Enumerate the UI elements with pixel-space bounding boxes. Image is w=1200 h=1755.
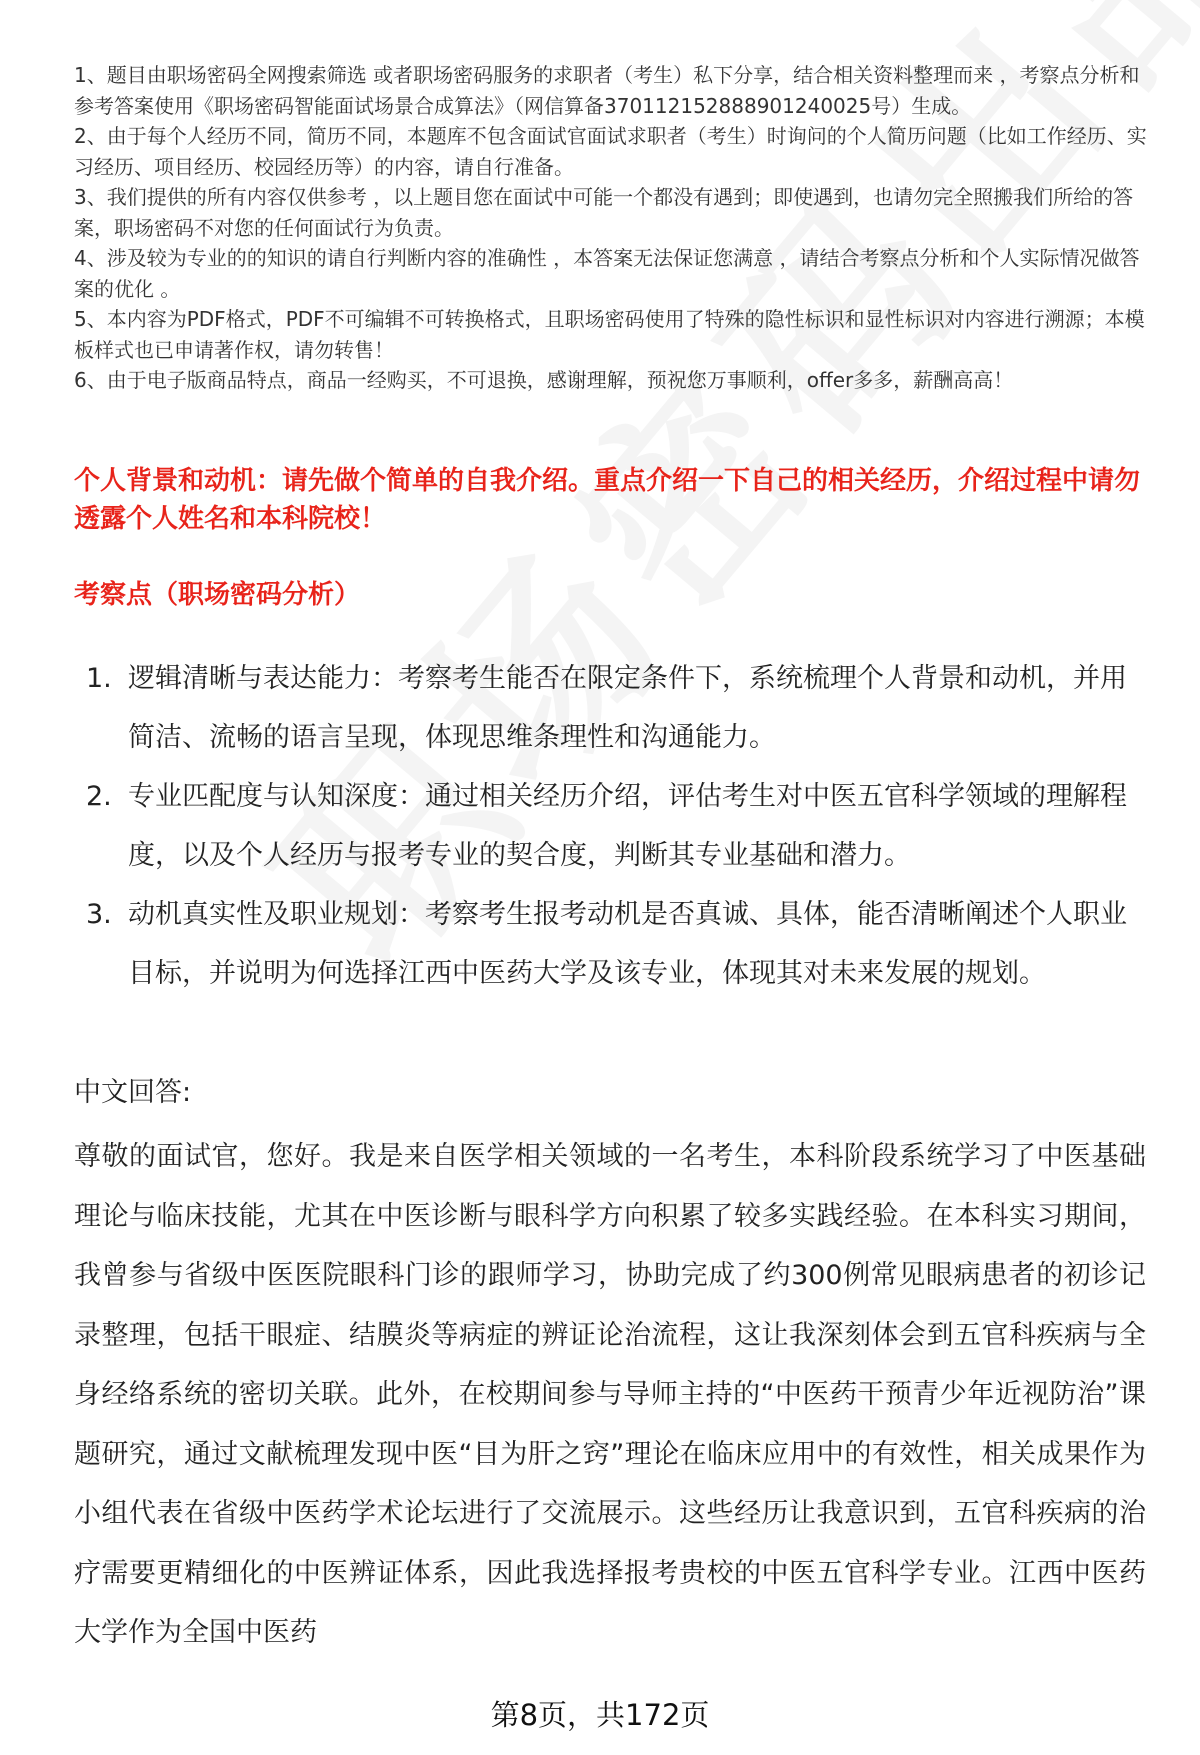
disclaimer-notice [74, 60, 1154, 396]
answer-label: 中文回答: [74, 1077, 192, 1108]
notice-item-1: 1、题目由职场密码全网搜索筛选 或者职场密码服务的求职者（考生）私下分享，结合相关资料整理而来 ，考察点分析和参考答案使用《职场密码智能面试场景合成算法》（网信算备370112152888901240025号）生成。 [74, 63, 1140, 118]
point-number: 2. [86, 781, 112, 812]
point-number: 3. [86, 899, 112, 930]
point-text: 逻辑清晰与表达能力：考察考生能否在限定条件下，系统梳理个人背景和动机，并用简洁、流畅的语言呈现，体现思维条理性和沟通能力。 [128, 663, 1127, 753]
point-text: 专业匹配度与认知深度：通过相关经历介绍，评估考生对中医五官科学领域的理解程度，以及个人经历与报考专业的契合度，判断其专业基础和潜力。 [128, 781, 1127, 871]
interview-question: 个人背景和动机：请先做个简单的自我介绍。重点介绍一下自己的相关经历，介绍过程中请勿透露个人姓名和本科院校！ [74, 466, 1141, 534]
notice-item-4: 4、涉及较为专业的的知识的请自行判断内容的准确性 ，本答案无法保证您满意 ，请结合考察点分析和个人实际情况做答案的优化 。 [74, 246, 1140, 301]
point-number: 1. [86, 663, 112, 694]
assessment-point [86, 649, 1146, 767]
point-text: 动机真实性及职业规划：考察考生报考动机是否真诚、具体，能否清晰阐述个人职业目标，并说明为何选择江西中医药大学及该专业，体现其对未来发展的规划。 [128, 899, 1127, 989]
notice-item-2: 2、由于每个人经历不同，简历不同，本题库不包含面试官面试求职者（考生）时询问的个人简历问题（比如工作经历、实习经历、项目经历、校园经历等）的内容，请自行准备。 [74, 124, 1147, 179]
notice-item-3: 3、我们提供的所有内容仅供参考 ，以上题目您在面试中可能一个都没有遇到；即使遇到，也请勿完全照搬我们所给的答案，职场密码不对您的任何面试行为负责。 [74, 185, 1134, 240]
assessment-point [86, 885, 1146, 1003]
notice-item-5: 5、本内容为PDF格式，PDF不可编辑不可转换格式，且职场密码使用了特殊的隐性标识和显性标识对内容进行溯源；本模板样式也已申请著作权，请勿转售！ [74, 307, 1145, 362]
page-number: 第8页，共172页 [490, 1698, 710, 1732]
assessment-point [86, 767, 1146, 885]
answer-text: 尊敬的面试官，您好。我是来自医学相关领域的一名考生，本科阶段系统学习了中医基础理论与临床技能，尤其在中医诊断与眼科学方向积累了较多实践经验。在本科实习期间，我曾参与省级中医医院眼科门诊的跟师学习，协助完成了约300例常见眼病患者的初诊记录整理，包括干眼症、结膜炎等病症的辨证论治流程，这让我深刻体会到五官科疾病与全身经络系统的密切关联。此外，在校期间参与导师主持的“中医药干预青少年近视防治”课题研究，通过文献梳理发现中医“目为肝之窍”理论在临床应用中的有效性，相关成果作为小组代表在省级中医药学术论坛进行了交流展示。这些经历让我意识到，五官科疾病的治疗需要更精细化的中医辨证体系，因此我选择报考贵校的中医五官科学专业。江西中医药大学作为全国中医药 [74, 1141, 1146, 1648]
section-title: 考察点（职场密码分析） [74, 580, 361, 610]
assessment-points-list [86, 649, 1146, 1003]
notice-item-6: 6、由于电子版商品特点，商品一经购买，不可退换，感谢理解，预祝您万事顺利，offer多多，薪酬高高！ [74, 368, 1014, 392]
